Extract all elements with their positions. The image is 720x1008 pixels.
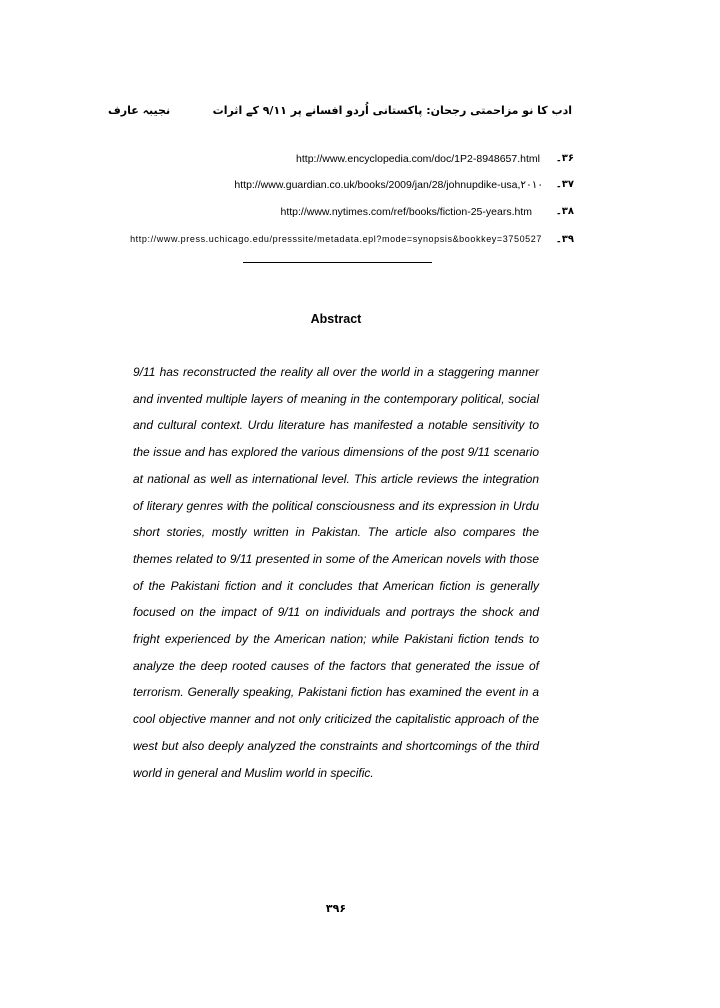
reference-item <box>0 179 720 195</box>
reference-item <box>0 153 720 169</box>
running-header-title: ادب کا نو مزاحمتی رجحان: پاکستانی اُردو افسانے پر ۹/۱۱ کے اثرات <box>212 104 572 117</box>
reference-number: ۳۹۔ <box>555 234 574 245</box>
reference-item <box>0 234 720 250</box>
reference-number: ۳۷۔ <box>555 179 574 190</box>
reference-number: ۳۸۔ <box>555 206 574 217</box>
page-number: ۳۹۶ <box>325 902 347 915</box>
abstract-text: 9/11 has reconstructed the reality all over the world in a staggering manner and invented multiple layers of meaning in the contemporary political, social and cultural context. Urdu literature has manifested a notable sensitivity to the issue and has explored the various dimensions of the post 9/11 scenario at national as well as international level. This article reviews the integration of literary genres with the political consciousness and its expression in Urdu short stories, mostly written in Pakistan. The article also compares the themes related to 9/11 presented in some of the American novels with those of the Pakistani fiction and it concludes that American fiction is generally focused on the impact of 9/11 on individuals and portrays the shock and fright experienced by the American nation; while Pakistani fiction tends to analyze the deep rooted causes of the factors that generated the issue of terrorism. Generally speaking, Pakistani fiction has examined the event in a cool objective manner and not only criticized the capitalistic approach of the west but also deeply analyzed the constraints and shortcomings of the third world in general and Muslim world in specific. <box>133 365 539 780</box>
reference-url: http://www.nytimes.com/ref/books/fiction-25-years.htm <box>280 206 532 218</box>
reference-url: http://www.guardian.co.uk/books/2009/jan/28/johnupdike-usa,۲۰۱۰ <box>234 179 543 191</box>
abstract-heading: Abstract <box>310 312 362 326</box>
footnote-divider <box>243 262 432 263</box>
reference-number: ۳۶۔ <box>555 153 574 164</box>
reference-item <box>0 206 720 222</box>
reference-url: http://www.encyclopedia.com/doc/1P2-8948657.html <box>296 153 540 165</box>
running-header-author: نجیبہ عارف <box>108 104 171 117</box>
reference-url: http://www.press.uchicago.edu/presssite/metadata.epl?mode=synopsis&bookkey=3750527 <box>130 234 542 244</box>
